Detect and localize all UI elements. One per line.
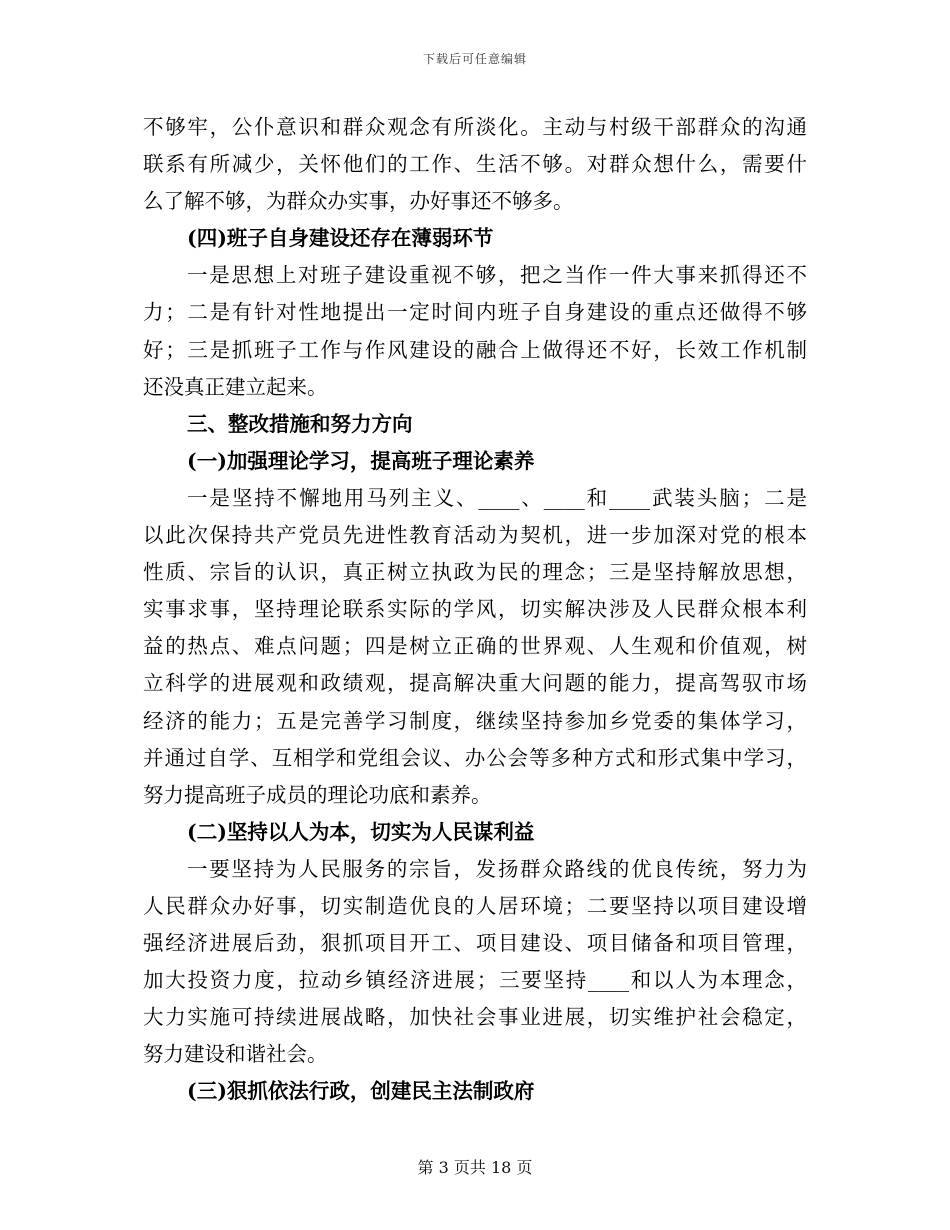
document-body xyxy=(143,109,807,1111)
section-heading: (一)加强理论学习，提高班子理论素养 xyxy=(187,448,535,473)
paragraph-line: 经济的能力；五是完善学习制度，继续坚持参加乡党委的集体学习， xyxy=(143,708,807,733)
paragraph-line: 强经济进展后劲，狠抓项目开工、项目建设、项目储备和项目管理， xyxy=(143,931,807,956)
paragraph-line: 一是思想上对班子建设重视不够，把之当作一件大事来抓得还不 xyxy=(187,263,807,288)
paragraph-line: 人民群众办好事，切实制造优良的人居环境；二要坚持以项目建设增 xyxy=(143,893,807,918)
paragraph-line: 还没真正建立起来。 xyxy=(143,374,328,399)
paragraph-line: 力；二是有针对性地提出一定时间内班子自身建设的重点还做得不够 xyxy=(143,300,807,325)
paragraph-line: 不够牢，公仆意识和群众观念有所淡化。主动与村级干部群众的沟通 xyxy=(143,115,807,139)
paragraph-line: 努力建设和谐社会。 xyxy=(143,1042,328,1067)
paragraph-line: 以此次保持共产党员先进性教育活动为契机，进一步加深对党的根本 xyxy=(143,523,807,548)
paragraph-line: 好；三是抓班子工作与作风建设的融合上做得还不好，长效工作机制 xyxy=(143,337,807,362)
paragraph-line: 么了解不够，为群众办实事，办好事还不够多。 xyxy=(143,189,574,214)
paragraph-line: 努力提高班子成员的理论功底和素养。 xyxy=(143,782,492,807)
paragraph-line: 并通过自学、互相学和党组会议、办公会等多种方式和形式集中学习， xyxy=(143,745,807,770)
paragraph-line: 一是坚持不懈地用马列主义、____、____和____武装头脑；二是 xyxy=(187,485,807,510)
paragraph-line: 大力实施可持续进展战略，加快社会事业进展，切实维护社会稳定， xyxy=(143,1005,807,1030)
paragraph-line: 性质、宗旨的认识，真正树立执政为民的理念；三是坚持解放思想， xyxy=(143,560,807,585)
paragraph-line: 益的热点、难点问题；四是树立正确的世界观、人生观和价值观，树 xyxy=(143,634,807,659)
section-heading: (二)坚持以人为本，切实为人民谋利益 xyxy=(187,819,535,844)
section-heading: (四)班子自身建设还存在薄弱环节 xyxy=(187,226,494,251)
paragraph-line: 实事求事，坚持理论联系实际的学风，切实解决涉及人民群众根本利 xyxy=(143,597,807,622)
paragraph-line: 立科学的进展观和政绩观，提高解决重大问题的能力，提高驾驭市场 xyxy=(143,671,807,696)
chapter-heading: 三、整改措施和努力方向 xyxy=(187,411,413,436)
page-number: 第 3 页共 18 页 xyxy=(417,1158,533,1177)
page-header: 下载后可任意编辑 xyxy=(422,52,527,66)
paragraph-line: 联系有所减少，关怀他们的工作、生活不够。对群众想什么，需要什 xyxy=(143,152,807,177)
paragraph-line: 一要坚持为人民服务的宗旨，发扬群众路线的优良传统，努力为 xyxy=(187,856,807,881)
section-heading: (三)狠抓依法行政，创建民主法制政府 xyxy=(187,1079,535,1104)
paragraph-line: 加大投资力度，拉动乡镇经济进展；三要坚持____和以人为本理念， xyxy=(143,968,807,993)
